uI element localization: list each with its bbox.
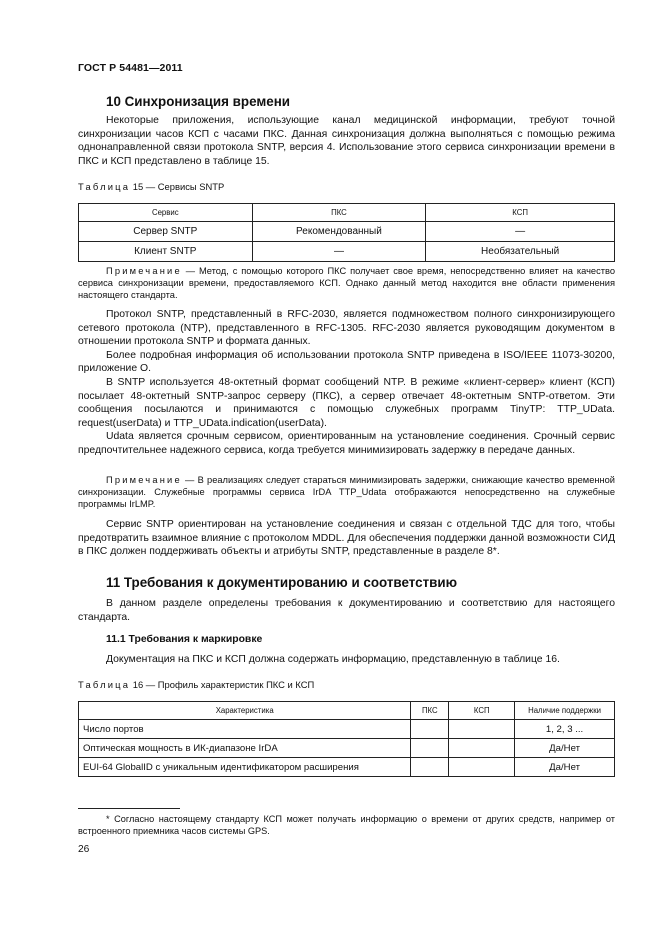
table-cell: Да/Нет [515,739,615,758]
paragraph: Более подробная информация об использовании протокола SNTP приведена в ISO/IEEE 11073-30200, приложение О. [78,349,615,375]
table-row [79,242,615,262]
table-row [79,720,615,739]
paragraph: В SNTP используется 48-октетный формат сообщений NTP. В режиме «клиент-сервер» клиент (КСП) посылает 48-октетный SNTP-запрос серверу (ПКС), а сервер отвечает 48-октетным SNTP-ответом. Эти сообщения посылаются и принимаются с помощью служебных программ TinyTP: TTP_UData. request(userData) и TTP_UData.indication(userData). [78,376,615,429]
subsection-11-1-title: 11.1 Требования к маркировке [106,634,263,645]
body-paragraphs [78,308,615,458]
table-cell [411,720,449,739]
table-cell [449,720,515,739]
caption-label: Таблица [78,679,131,690]
table-cell: — [252,242,426,262]
table-15-caption [78,181,224,192]
table-cell: EUI-64 GlobalID с уникальным идентификатором расширения [79,758,411,777]
table-cell [449,758,515,777]
note-label: Примечание [106,475,182,485]
header-cell: Наличие поддержки [515,702,615,720]
caption-label: Таблица [78,181,131,192]
header-cell: Сервис [79,204,253,222]
table-row [79,222,615,242]
document-header: ГОСТ Р 54481—2011 [78,62,183,74]
paragraph: Документация на ПКС и КСП должна содержать информацию, представленную в таблице 16. [106,654,560,665]
header-cell: ПКС [252,204,426,222]
table-cell: 1, 2, 3 ... [515,720,615,739]
table-cell: Да/Нет [515,758,615,777]
header-cell: Характеристика [79,702,411,720]
header-cell: КСП [449,702,515,720]
table-cell: — [426,222,615,242]
caption-text: 15 — Сервисы SNTP [130,181,225,192]
paragraph-sntp [78,518,615,559]
table-header-row [79,702,615,720]
table-cell: Сервер SNTP [79,222,253,242]
paragraph: Некоторые приложения, использующие канал медицинской информации, требуют точной синхронизации часов КСП с часами ПКС. Данная синхронизация должна выполняться с помощью режима однонаправленной связи протокола SNTP, версия 4. Использование этого сервиса синхронизации времени в ПКС и КСП представлено в таблице 15. [78,115,615,167]
header-cell: ПКС [411,702,449,720]
table-16-caption [78,679,314,690]
note-2 [78,474,615,511]
table-15 [78,203,615,262]
note-1 [78,265,615,302]
table-cell [411,739,449,758]
section-10-title: 10 Синхронизация времени [106,94,291,109]
note-label: Примечание [106,266,182,276]
table-row [79,739,615,758]
table-16 [78,701,615,777]
paragraph: Udata является срочным сервисом, ориентированным на установление соединения. Срочный сервис предпочтительнее надежного сервиса, когда требуется минимизировать задержку в передаче данных. [78,431,615,456]
table-cell: Клиент SNTP [79,242,253,262]
table-cell [411,758,449,777]
paragraph: Сервис SNTP ориентирован на установление соединения и связан с отдельной ТДС для того, чтобы предотвратить взаимное влияние с протоколом MDDL. Для обеспечения поддержки данной возможности СИД в ПКС должен поддерживать объекты и атрибуты SNTP, представленные в разделе 8*. [78,519,615,558]
note-text: — В реализациях следует стараться минимизировать задержки, снижающие качество временной синхронизации. Служебные программы сервиса IrDA TTP_Udata отображаются непосредственно на служебные программы IrLMP. [78,475,615,510]
table-cell: Оптическая мощность в ИК-диапазоне IrDA [79,739,411,758]
table-cell: Число портов [79,720,411,739]
footnote [78,813,615,837]
paragraph: Протокол SNTP, представленный в RFC-2030, является подмножеством полного синхронизирующего сетевого протокола (NTP), представленного в RFC-1305. RFC-2030 является руководящим документом в отношении протокола SNTP и формата данных. [78,309,615,348]
footnote-divider [78,808,180,809]
paragraph: В данном разделе определены требования к документированию и соответствию для настоящего стандарта. [78,598,615,623]
header-cell: КСП [426,204,615,222]
table-cell [449,739,515,758]
subsection-11-1-text [78,653,615,667]
table-header-row [79,204,615,222]
table-row [79,758,615,777]
caption-text: 16 — Профиль характеристик ПКС и КСП [130,679,315,690]
section-11-title: 11 Требования к документированию и соответствию [106,575,458,590]
footnote-text: * Согласно настоящему стандарту КСП может получать информацию о времени от других средств, например от встроенного приемника часов системы GPS. [78,814,615,837]
table-cell: Необязательный [426,242,615,262]
section-11-intro [78,597,615,624]
section-10-intro [78,114,615,168]
page-number: 26 [78,844,90,855]
note-text: — Метод, с помощью которого ПКС получает свое время, непосредственно влияет на качество сервиса синхронизации времени, предоставляемого КСП. Однако данный метод находится вне области применения настоящего стандарта. [78,266,615,301]
table-cell: Рекомендованный [252,222,426,242]
